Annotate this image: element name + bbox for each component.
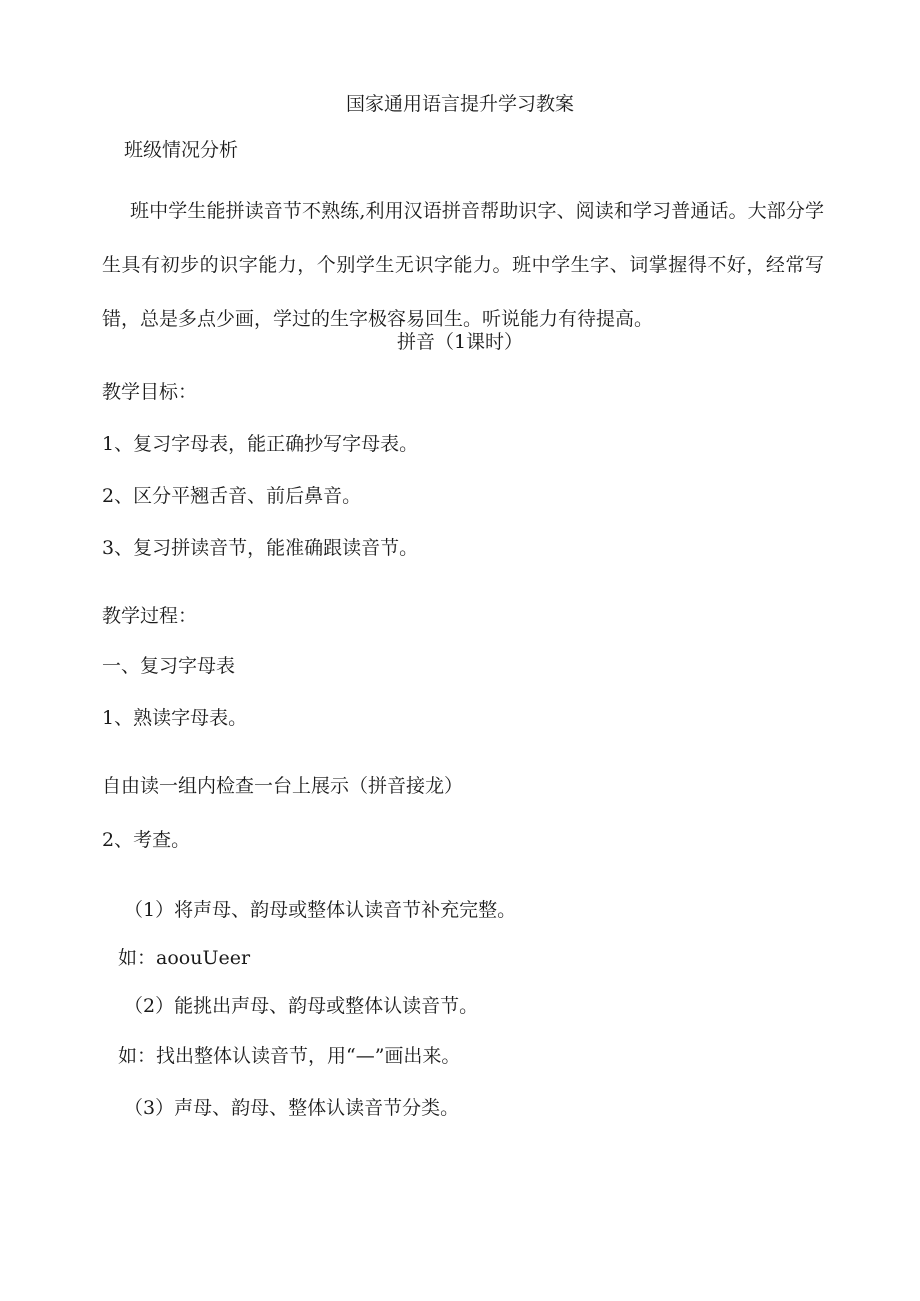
step-item: 1、熟读字母表。 (102, 707, 248, 729)
sub-item: （1）将声母、韵母或整体认读音节补充完整。 (124, 899, 517, 921)
section-heading: 班级情况分析 (124, 139, 239, 161)
analysis-paragraph: 班中学生能拼读音节不熟练,利用汉语拼音帮助识字、阅读和学习普通话。大部分学生具有初步的识字能力，个别学生无识字能力。班中学生字、词掌握得不好，经常写错，总是多点少画，学过的生字极容易回生。听说能力有待提高。 (102, 200, 824, 330)
document-title: 国家通用语言提升学习教案 (345, 93, 574, 115)
process-heading: 教学过程： (102, 605, 198, 627)
objectives-heading: 教学目标： (102, 381, 198, 403)
objective-item: 2、区分平翘舌音、前后鼻音。 (102, 485, 362, 507)
example-text: 如：找出整体认读音节，用“—”画出来。 (118, 1045, 461, 1067)
activity-text: 自由读一组内检查一台上展示（拼音接龙） (102, 775, 464, 797)
step-heading: 一、复习字母表 (102, 655, 236, 677)
objective-item: 1、复习字母表，能正确抄写字母表。 (102, 433, 419, 455)
sub-item: （3）声母、韵母、整体认读音节分类。 (124, 1097, 460, 1119)
example-text: 如：aoouUeer (118, 947, 251, 969)
lesson-title: 拼音（1课时） (396, 331, 524, 353)
objective-item: 3、复习拼读音节，能准确跟读音节。 (102, 537, 419, 559)
step-item: 2、考查。 (102, 829, 191, 851)
sub-item: （2）能挑出声母、韵母或整体认读音节。 (124, 995, 479, 1017)
